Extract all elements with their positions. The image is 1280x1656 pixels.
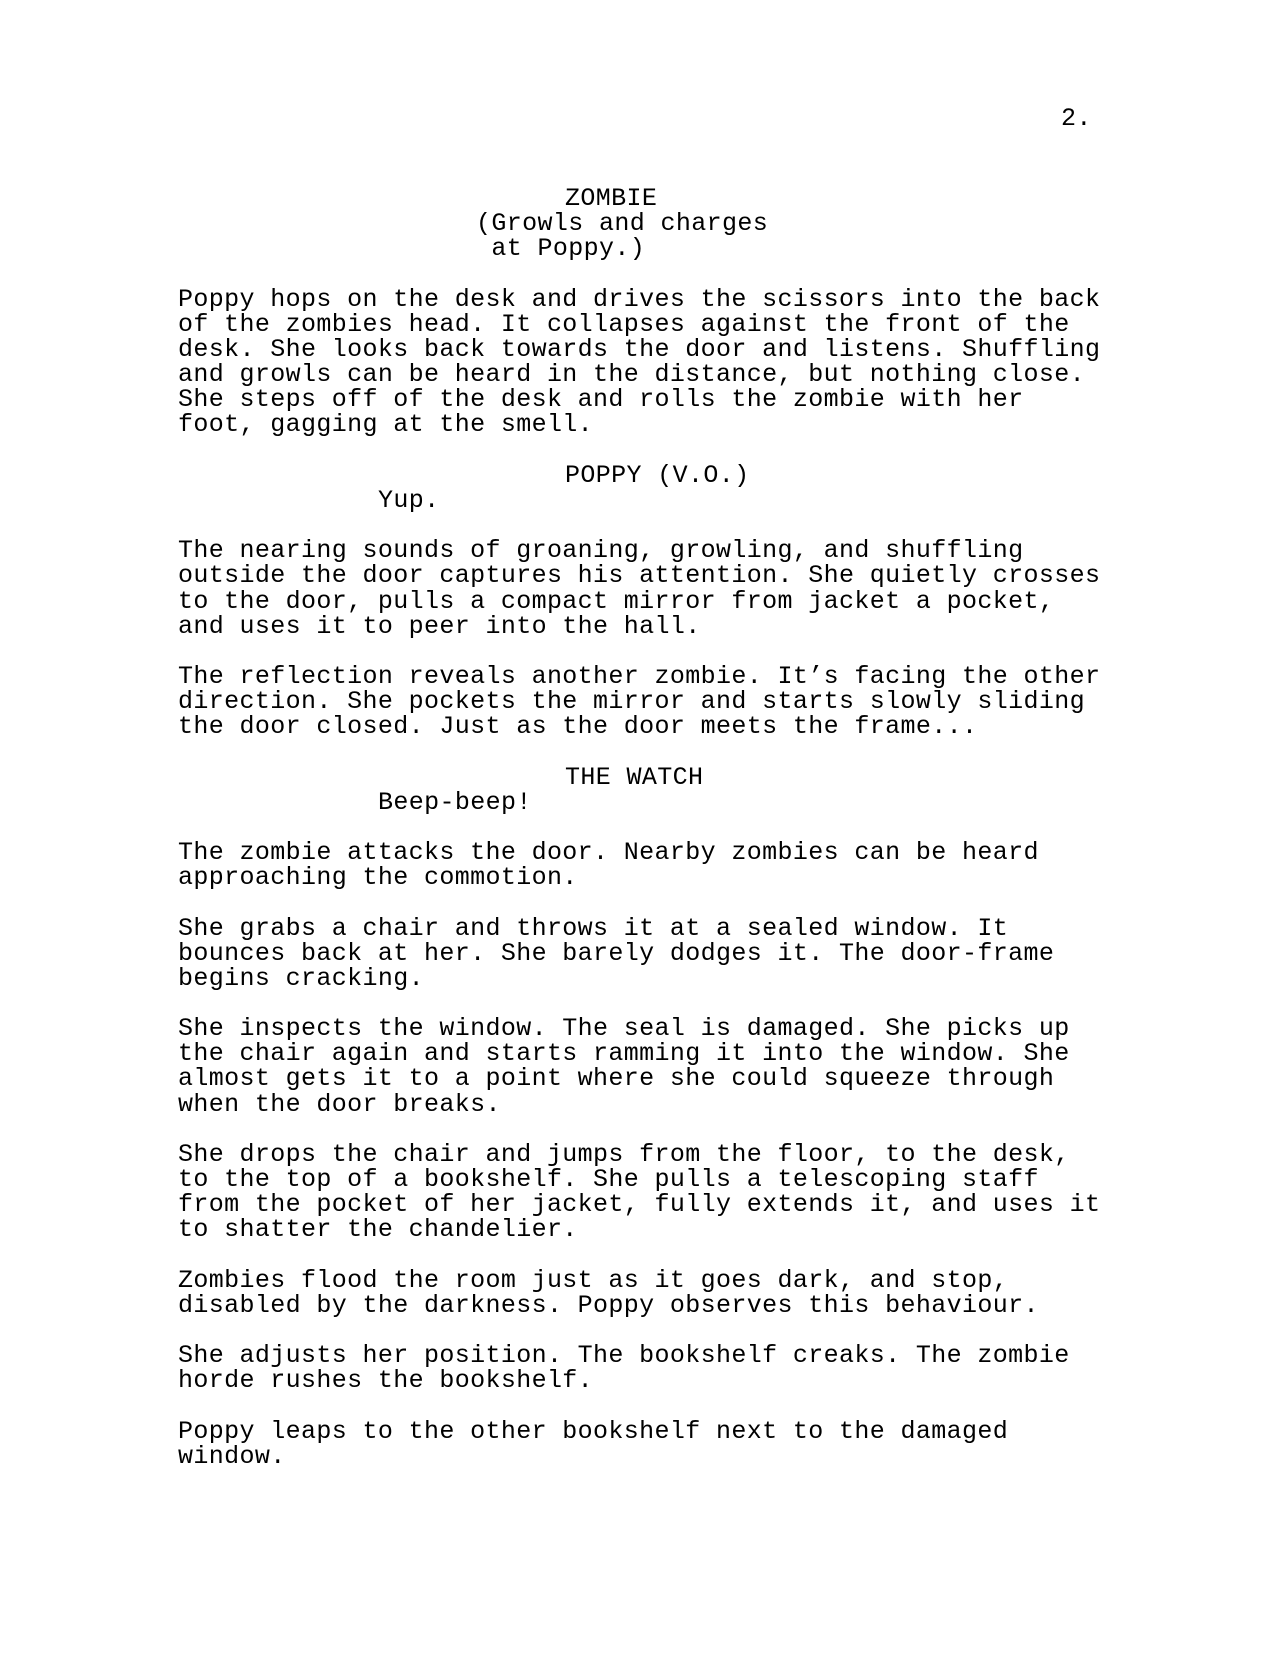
action-paragraph: Zombies flood the room just as it goes dark, and stop, disabled by the darkness. Poppy observes this behaviour. <box>178 1265 1039 1320</box>
action-paragraph: Poppy leaps to the other bookshelf next to the damaged window. <box>178 1416 1009 1471</box>
dialogue-the-watch: Beep-beep! <box>378 787 532 817</box>
script-body <box>0 186 1280 1469</box>
parenthetical-zombie: (Growls and charges at Poppy.) <box>476 209 769 264</box>
action-paragraph: The reflection reveals another zombie. It’s facing the other direction. She pockets the mirror and starts slowly sliding the door closed. Just as the door meets the frame... <box>178 661 1101 742</box>
character-cue-poppy-vo: POPPY (V.O.) <box>565 460 750 490</box>
action-paragraph: She drops the chair and jumps from the floor, to the desk, to the top of a bookshelf. She pulls a telescoping staff from the pocket of her jacket, fully extends it, and uses it to shatter the chandelier. <box>178 1139 1101 1245</box>
action-paragraph: The nearing sounds of groaning, growling, and shuffling outside the door captures his attention. She quietly crosses to the door, pulls a compact mirror from jacket a pocket, and uses it to peer into the hall. <box>178 536 1101 641</box>
page-number: 2. <box>1061 104 1092 133</box>
action-paragraph: Poppy hops on the desk and drives the scissors into the back of the zombies head. It collapses against the front of the desk. She looks back towards the door and listens. Shuffling and growls can be heard in the distance, but nothing close. She steps off of the desk and rolls the zombie with her foot, gagging at the smell. <box>178 284 1101 440</box>
dialogue-poppy: Yup. <box>378 485 440 515</box>
action-paragraph: The zombie attacks the door. Nearby zombies can be heard approaching the commotion. <box>178 838 1039 893</box>
action-paragraph: She grabs a chair and throws it at a sealed window. It bounces back at her. She barely dodges it. The door-frame begins cracking. <box>178 913 1055 993</box>
character-cue-the-watch: THE WATCH <box>565 762 704 792</box>
action-paragraph: She adjusts her position. The bookshelf creaks. The zombie horde rushes the bookshelf. <box>178 1341 1070 1396</box>
character-cue-zombie: ZOMBIE <box>565 184 658 213</box>
action-paragraph: She inspects the window. The seal is damaged. She picks up the chair again and starts ramming it into the window. She almost gets it to a point where she could squeeze through when the door breaks. <box>178 1014 1070 1119</box>
